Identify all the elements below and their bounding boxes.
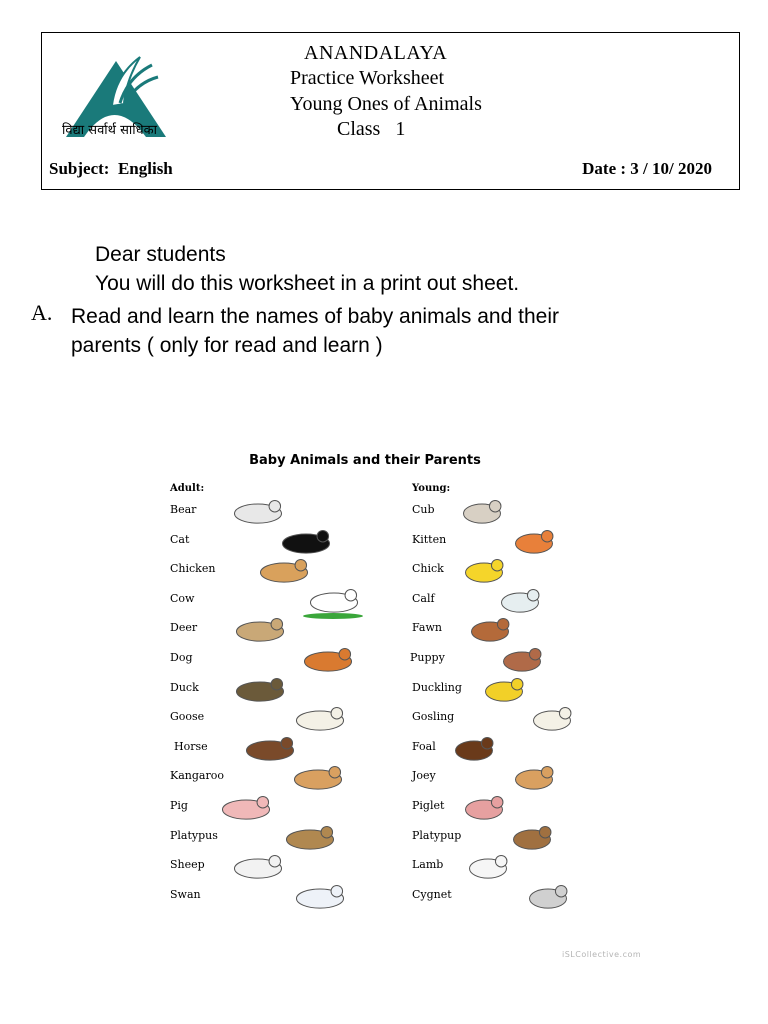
young-animal-picture (468, 613, 512, 645)
young-animal-picture (462, 791, 506, 823)
adult-name: Duck (170, 680, 199, 694)
adult-name: Deer (170, 621, 198, 635)
young-name: Lamb (412, 858, 444, 872)
young-animal-picture (462, 554, 506, 586)
adult-name: Platypus (170, 828, 218, 842)
logo-caption: विद्या सर्वार्थ साधिका (62, 123, 157, 138)
subject-line (49, 159, 173, 179)
greeting: Dear students (95, 243, 226, 266)
young-name: Cub (412, 503, 435, 516)
date-label: Date : (582, 159, 627, 178)
adult-name: Kangaroo (170, 769, 224, 783)
young-name: Piglet (412, 799, 445, 812)
watermark: iSLCollective.com (562, 950, 642, 959)
adult-header: Adult: (170, 483, 205, 494)
young-name: Chick (412, 562, 444, 576)
adult-name: Chicken (170, 562, 216, 576)
date-line (582, 159, 712, 179)
adult-name: Swan (170, 887, 201, 901)
subject-label: Subject: (49, 159, 110, 178)
adult-animal-picture (232, 613, 288, 645)
young-name: Platypup (412, 828, 462, 842)
adult-name: Horse (174, 739, 208, 753)
adult-name: Dog (170, 651, 193, 664)
young-name: Kitten (412, 532, 447, 546)
young-animal-picture (452, 732, 496, 764)
young-name: Joey (412, 769, 436, 783)
adult-name: Goose (170, 710, 205, 724)
adult-name: Cow (170, 591, 195, 605)
young-animal-picture (466, 850, 510, 882)
adult-animal-picture (282, 821, 338, 853)
adult-animal-picture (230, 495, 286, 527)
adult-animal-picture (292, 702, 348, 734)
adult-animal-picture (290, 761, 346, 793)
school-name: ANANDALAYA (304, 42, 448, 64)
young-animal-picture (482, 673, 526, 705)
worksheet-title: Practice Worksheet (290, 67, 445, 89)
adult-animal-picture (242, 732, 298, 764)
question-text: Read and learn the names of baby animals and their parents ( only for read and learn ) (71, 305, 559, 357)
adult-animal-picture (256, 554, 312, 586)
worksheet-topic: Young Ones of Animals (290, 93, 482, 115)
young-animal-picture (500, 643, 544, 675)
young-name: Foal (412, 739, 436, 753)
subject-value: English (117, 159, 173, 178)
adult-name: Pig (170, 799, 188, 812)
sheet-title: Baby Animals and their Parents (249, 453, 481, 468)
young-animal-picture (526, 880, 570, 912)
young-name: Puppy (410, 651, 445, 664)
young-animal-picture (530, 702, 574, 734)
adult-animal-picture (232, 673, 288, 705)
class-line (337, 118, 405, 141)
young-animal-picture (512, 525, 556, 557)
young-animal-picture (460, 495, 504, 527)
young-name: Cygnet (412, 887, 452, 901)
worksheet-header (41, 32, 740, 190)
grass-icon (302, 612, 364, 620)
young-name: Fawn (412, 621, 442, 635)
class-label: Class (337, 118, 381, 140)
adult-animal-picture (292, 880, 348, 912)
instruction: You will do this worksheet in a print out sheet. (95, 272, 520, 295)
adult-name: Bear (170, 503, 197, 516)
young-name: Calf (412, 591, 435, 605)
young-animal-picture (512, 761, 556, 793)
young-name: Gosling (412, 710, 455, 724)
young-header: Young: (412, 483, 451, 494)
adult-animal-picture (230, 850, 286, 882)
adult-name: Sheep (170, 858, 205, 872)
adult-animal-picture (300, 643, 356, 675)
adult-animal-picture (218, 791, 274, 823)
adult-name: Cat (170, 532, 190, 546)
adult-animal-picture (278, 525, 334, 557)
date-value: 3 / 10/ 2020 (630, 159, 712, 178)
question-label: A. (31, 300, 53, 325)
young-animal-picture (498, 584, 542, 616)
baby-animals-sheet (150, 445, 580, 915)
young-animal-picture (510, 821, 554, 853)
class-value: 1 (395, 118, 406, 140)
young-name: Duckling (412, 680, 462, 694)
